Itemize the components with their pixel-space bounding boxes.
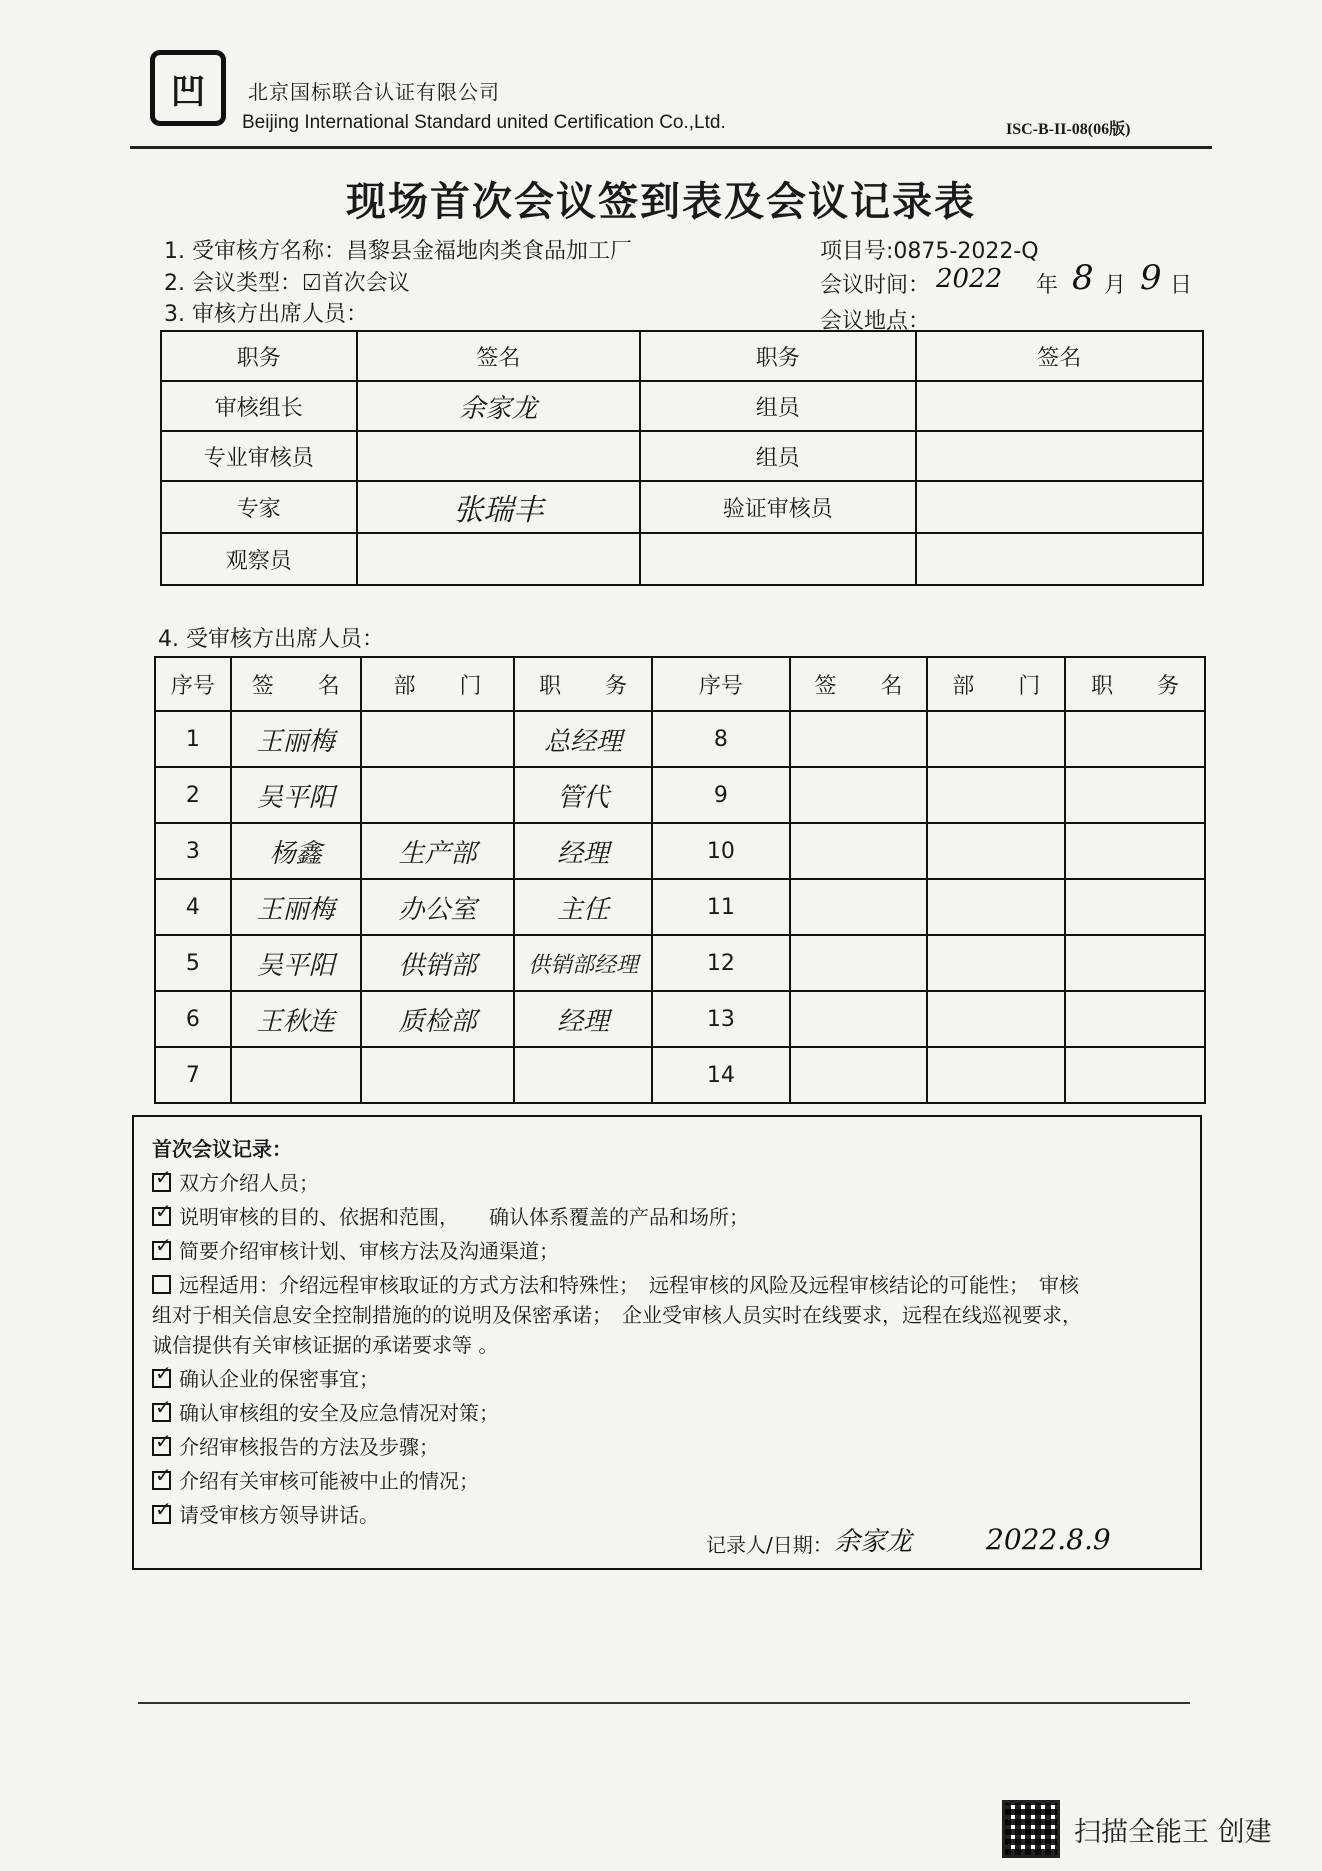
seq-cell: 1 <box>155 711 231 767</box>
signature-cell <box>357 431 640 481</box>
logo-mark: 凹 <box>171 71 205 112</box>
seq-cell: 11 <box>652 879 790 935</box>
department-cell <box>927 935 1065 991</box>
company-name-en: Beijing International Standard united Certification Co.,Ltd. <box>242 112 726 133</box>
minutes-item <box>152 1397 499 1426</box>
meeting-year: 2022 <box>936 264 1003 294</box>
signature-cell <box>916 381 1203 431</box>
signature-cell: 吴平阳 <box>231 767 361 823</box>
seq-cell: 8 <box>652 711 790 767</box>
qr-code-icon <box>1002 1800 1060 1858</box>
header-divider <box>130 146 1212 149</box>
table-row <box>155 1047 1205 1103</box>
header-position: 职 务 <box>514 657 652 711</box>
month-unit: 月 <box>1104 273 1127 298</box>
project-number: 项目号:0875-2022-Q <box>820 239 1039 264</box>
signature-cell: 吴平阳 <box>231 935 361 991</box>
department-cell <box>927 767 1065 823</box>
department-cell: 生产部 <box>361 823 515 879</box>
department-cell <box>927 711 1065 767</box>
checkbox-checked-icon <box>152 1505 171 1524</box>
minutes-item <box>152 1465 479 1494</box>
position-cell <box>1065 879 1205 935</box>
auditee-table-header <box>155 657 1205 711</box>
signature-cell <box>790 991 928 1047</box>
header-role: 职务 <box>640 331 915 381</box>
recorder-label: 记录人/日期： <box>706 1533 833 1557</box>
recorder-signature: 余家龙 <box>834 1527 913 1557</box>
signature-cell <box>231 1047 361 1103</box>
signature-cell: 杨鑫 <box>231 823 361 879</box>
auditor-attendees-label: 3. 审核方出席人员： <box>164 302 368 327</box>
position-cell: 总经理 <box>514 711 652 767</box>
signature-cell <box>916 533 1203 585</box>
meeting-minutes <box>132 1115 1202 1570</box>
position-cell: 管代 <box>514 767 652 823</box>
header-signature: 签名 <box>916 331 1203 381</box>
checkbox-checked-icon <box>152 1241 171 1260</box>
auditee-name-line: 1. 受审核方名称：昌黎县金福地肉类食品加工厂 <box>164 239 632 264</box>
signature-cell <box>790 935 928 991</box>
table-row <box>155 935 1205 991</box>
minutes-item-text: 远程适用：介绍远程审核取证的方式方法和特殊性； 远程审核的风险及远程审核结论的可能性； 审核 <box>179 1273 1079 1297</box>
checkbox-checked-icon <box>152 1207 171 1226</box>
signature-cell <box>790 823 928 879</box>
form-code: ISC-B-II-08(06版) <box>1006 121 1131 138</box>
checkbox-checked-icon <box>152 1403 171 1422</box>
signature-cell <box>790 879 928 935</box>
role-cell: 专家 <box>161 481 357 533</box>
table-row <box>161 533 1203 585</box>
department-cell <box>361 767 515 823</box>
seq-cell: 5 <box>155 935 231 991</box>
role-cell: 观察员 <box>161 533 357 585</box>
minutes-item-continuation: 组对于相关信息安全控制措施的的说明及保密承诺； 企业受审核人员实时在线要求，远程在线巡视要求， <box>152 1303 1082 1327</box>
minutes-item-text: 确认企业的保密事宜； <box>179 1367 379 1391</box>
role-cell: 审核组长 <box>161 381 357 431</box>
minutes-item-continuation: 诚信提供有关审核证据的承诺要求等 。 <box>152 1333 499 1357</box>
signature-cell <box>790 767 928 823</box>
header-signature: 签 名 <box>231 657 361 711</box>
header-department: 部 门 <box>927 657 1065 711</box>
signature-cell <box>790 1047 928 1103</box>
header-position: 职 务 <box>1065 657 1205 711</box>
department-cell: 办公室 <box>361 879 515 935</box>
checkbox-checked-icon <box>152 1437 171 1456</box>
minutes-item <box>152 1235 559 1264</box>
minutes-item <box>152 1431 439 1460</box>
role-cell <box>640 533 915 585</box>
signature-cell: 王丽梅 <box>231 711 361 767</box>
signature-cell <box>790 711 928 767</box>
auditee-attendees-label: 4. 受审核方出席人员： <box>158 627 384 652</box>
checkbox-checked-icon <box>152 1471 171 1490</box>
signature-cell: 王丽梅 <box>231 879 361 935</box>
scanner-watermark <box>1002 1800 1272 1858</box>
role-cell: 组员 <box>640 431 915 481</box>
header-signature: 签名 <box>357 331 640 381</box>
table-row <box>161 381 1203 431</box>
position-cell <box>1065 1047 1205 1103</box>
department-cell: 质检部 <box>361 991 515 1047</box>
checkbox-checked-icon <box>152 1173 171 1192</box>
table-row <box>161 431 1203 481</box>
department-cell <box>361 711 515 767</box>
department-cell <box>361 1047 515 1103</box>
minutes-item <box>152 1201 749 1230</box>
department-cell <box>927 823 1065 879</box>
department-cell <box>927 879 1065 935</box>
bottom-divider <box>138 1702 1190 1704</box>
company-name-cn: 北京国标联合认证有限公司 <box>248 80 500 104</box>
minutes-item <box>152 1363 379 1392</box>
position-cell <box>1065 767 1205 823</box>
seq-cell: 13 <box>652 991 790 1047</box>
role-cell: 验证审核员 <box>640 481 915 533</box>
role-cell: 专业审核员 <box>161 431 357 481</box>
department-cell <box>927 1047 1065 1103</box>
meeting-month: 8 <box>1072 258 1094 298</box>
seq-cell: 3 <box>155 823 231 879</box>
company-logo <box>150 50 226 126</box>
document-title: 现场首次会议签到表及会议记录表 <box>346 179 976 225</box>
minutes-item-text: 请受审核方领导讲话。 <box>179 1503 379 1527</box>
minutes-item-text: 介绍有关审核可能被中止的情况； <box>179 1469 479 1493</box>
day-unit: 日 <box>1170 273 1193 298</box>
table-row <box>155 711 1205 767</box>
department-cell: 供销部 <box>361 935 515 991</box>
seq-cell: 10 <box>652 823 790 879</box>
position-cell: 主任 <box>514 879 652 935</box>
seq-cell: 6 <box>155 991 231 1047</box>
header-seq: 序号 <box>155 657 231 711</box>
meeting-day: 9 <box>1140 258 1162 298</box>
seq-cell: 14 <box>652 1047 790 1103</box>
watermark-text: 扫描全能王 创建 <box>1074 1816 1272 1848</box>
position-cell: 经理 <box>514 991 652 1047</box>
position-cell <box>1065 711 1205 767</box>
header-signature: 签 名 <box>790 657 928 711</box>
signature-cell: 张瑞丰 <box>357 481 640 533</box>
meeting-type-line: 2. 会议类型：☑首次会议 <box>164 271 410 296</box>
signature-cell <box>916 481 1203 533</box>
minutes-item-text: 简要介绍审核计划、审核方法及沟通渠道； <box>179 1239 559 1263</box>
position-cell <box>1065 823 1205 879</box>
table-row <box>155 823 1205 879</box>
meeting-location-label: 会议地点： <box>820 309 931 334</box>
signature-cell: 余家龙 <box>357 381 640 431</box>
recorder-date: 2022.8.9 <box>986 1523 1111 1556</box>
meeting-time-label: 会议时间： <box>820 273 931 298</box>
auditor-table <box>160 330 1204 586</box>
position-cell: 经理 <box>514 823 652 879</box>
seq-cell: 7 <box>155 1047 231 1103</box>
seq-cell: 2 <box>155 767 231 823</box>
checkbox-checked-icon <box>152 1369 171 1388</box>
minutes-item-text: 确认审核组的安全及应急情况对策； <box>179 1401 499 1425</box>
minutes-item <box>152 1269 1079 1298</box>
minutes-title: 首次会议记录： <box>152 1137 292 1161</box>
table-row <box>155 767 1205 823</box>
header-seq: 序号 <box>652 657 790 711</box>
minutes-item <box>152 1167 319 1196</box>
seq-cell: 4 <box>155 879 231 935</box>
checkbox-empty-icon <box>152 1275 171 1294</box>
signature-cell <box>916 431 1203 481</box>
minutes-item-text: 双方介绍人员； <box>179 1171 319 1195</box>
position-cell <box>1065 935 1205 991</box>
minutes-item <box>152 1499 379 1528</box>
minutes-item-text: 说明审核的目的、依据和范围， 确认体系覆盖的产品和场所； <box>179 1205 749 1229</box>
position-cell <box>514 1047 652 1103</box>
auditee-table <box>154 656 1206 1104</box>
header-department: 部 门 <box>361 657 515 711</box>
seq-cell: 12 <box>652 935 790 991</box>
signature-cell <box>357 533 640 585</box>
header-role: 职务 <box>161 331 357 381</box>
table-row <box>155 991 1205 1047</box>
position-cell: 供销部经理 <box>514 935 652 991</box>
position-cell <box>1065 991 1205 1047</box>
table-row <box>155 879 1205 935</box>
role-cell: 组员 <box>640 381 915 431</box>
auditor-table-header <box>161 331 1203 381</box>
minutes-item-text: 介绍审核报告的方法及步骤； <box>179 1435 439 1459</box>
signature-cell: 王秋连 <box>231 991 361 1047</box>
year-unit: 年 <box>1036 273 1059 298</box>
table-row <box>161 481 1203 533</box>
seq-cell: 9 <box>652 767 790 823</box>
department-cell <box>927 991 1065 1047</box>
